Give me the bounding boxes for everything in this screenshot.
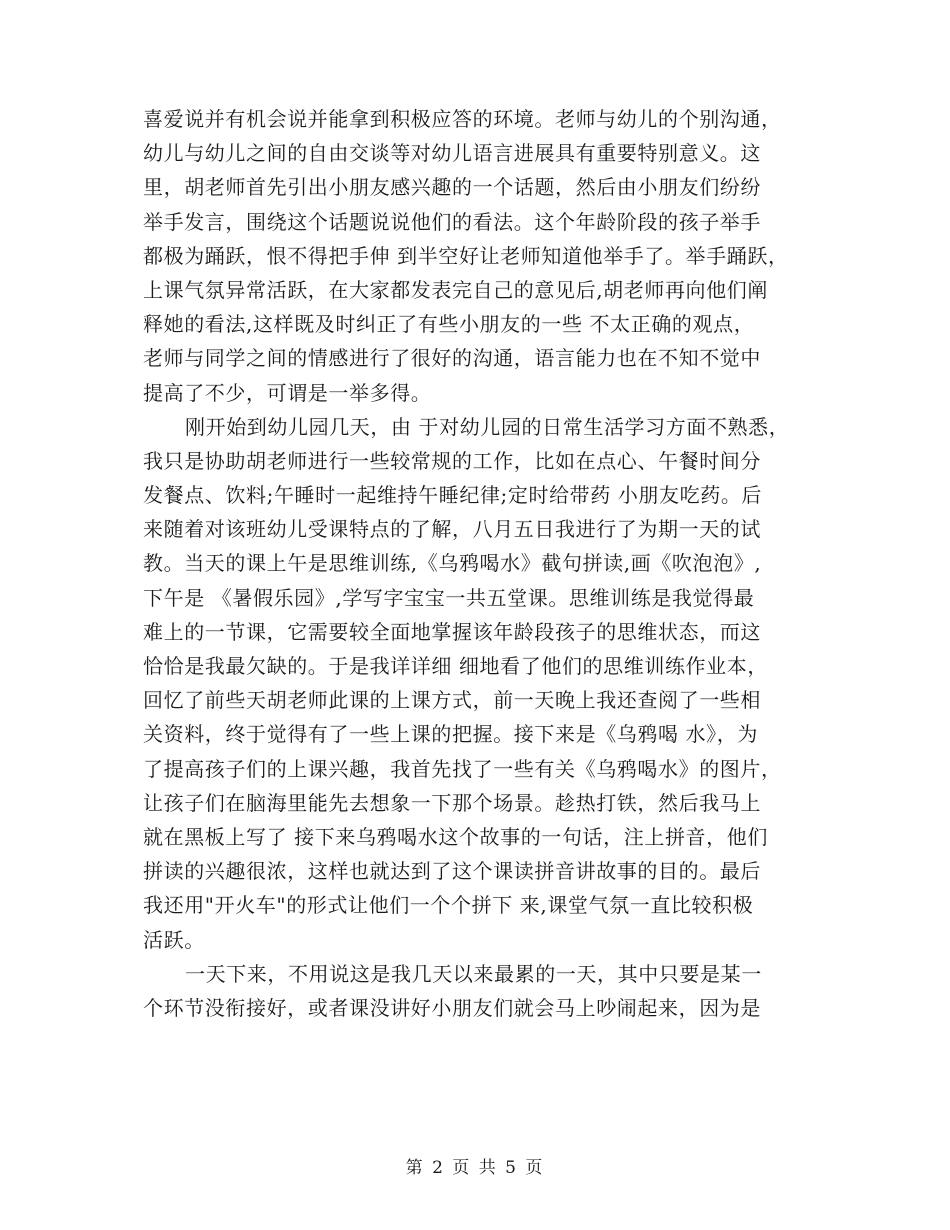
text-line: 发餐点、饮料;午睡时一起维持午睡纪律;定时给带药 小朋友吃药。后 (143, 483, 763, 508)
text-line: 一天下来，不用说这是我几天以来最累的一天，其中只要是某一 (185, 961, 762, 986)
text-line: 让孩子们在脑海里能先去想象一下那个场景。趁热打铁，然后我马上 (143, 790, 761, 815)
text-line: 我还用"开火车"的形式让他们一个个拼下 来,课堂气氛一直比较积极 (143, 893, 754, 918)
text-line: 我只是协助胡老师进行一些较常规的工作，比如在点心、午餐时间分 (143, 448, 761, 473)
text-line: 幼儿与幼儿之间的自由交谈等对幼儿语言进展具有重要特别意义。这 (143, 141, 761, 166)
text-line: 教。当天的课上午是思维训练,《乌鸦喝水》截句拼读,画《吹泡泡》, (143, 551, 762, 576)
text-line: 释她的看法,这样既及时纠正了有些小朋友的一些 不太正确的观点， (143, 312, 755, 337)
text-line: 喜爱说并有机会说并能拿到积极应答的环境。老师与幼儿的个别沟通， (143, 107, 782, 131)
text-line: 下午是 《暑假乐园》,学写字宝宝一共五堂课。思维训练是我觉得最 (143, 585, 755, 610)
text-line: 个环节没衔接好，或者课没讲好小朋友们就会马上吵闹起来，因为是 (143, 995, 761, 1020)
text-line: 就在黑板上写了 接下来乌鸦喝水这个故事的一句话，注上拼音，他们 (143, 824, 768, 849)
text-line: 回忆了前些天胡老师此课的上课方式，前一天晚上我还查阅了一些相 (143, 688, 761, 713)
text-line: 都极为踊跃，恨不得把手伸 到半空好让老师知道他举手了。举手踊跃， (143, 243, 789, 268)
text-line: 拼读的兴趣很浓，这样也就达到了这个课读拼音讲故事的目的。最后 (143, 859, 761, 884)
body-text (143, 102, 803, 1025)
text-line: 了提高孩子们的上课兴趣，我首先找了一些有关《乌鸦喝水》的图片， (143, 756, 782, 781)
text-line: 举手发言，围绕这个话题说说他们的看法。这个年龄阶段的孩子举手 (143, 209, 761, 234)
text-line: 上课气氛异常活跃，在大家都发表完自己的意见后,胡老师再向他们阐 (143, 277, 768, 302)
text-line: 关资料，终于觉得有了一些上课的把握。接下来是《乌鸦喝 水》，为 (143, 722, 758, 747)
text-line: 难上的一节课，它需要较全面地掌握该年龄段孩子的思维状态，而这 (143, 619, 761, 644)
text-line: 来随着对该班幼儿受课特点的了解，八月五日我进行了为期一天的试 (143, 517, 761, 542)
text-line: 里，胡老师首先引出小朋友感兴趣的一个话题，然后由小朋友们纷纷 (143, 175, 761, 200)
page-footer: 第 2 页 共 5 页 (405, 1158, 545, 1178)
text-line: 恰恰是我最欠缺的。于是我详详细 细地看了他们的思维训练作业本， (143, 654, 768, 678)
text-line: 老师与同学之间的情感进行了很好的沟通，语言能力也在不知不觉中 (143, 346, 761, 371)
text-line: 提高了不少，可谓是一举多得。 (143, 380, 432, 405)
text-line: 活跃。 (143, 927, 205, 952)
text-line: 刚开始到幼儿园几天，由 于对幼儿园的日常生活学习方面不熟悉， (185, 414, 790, 439)
